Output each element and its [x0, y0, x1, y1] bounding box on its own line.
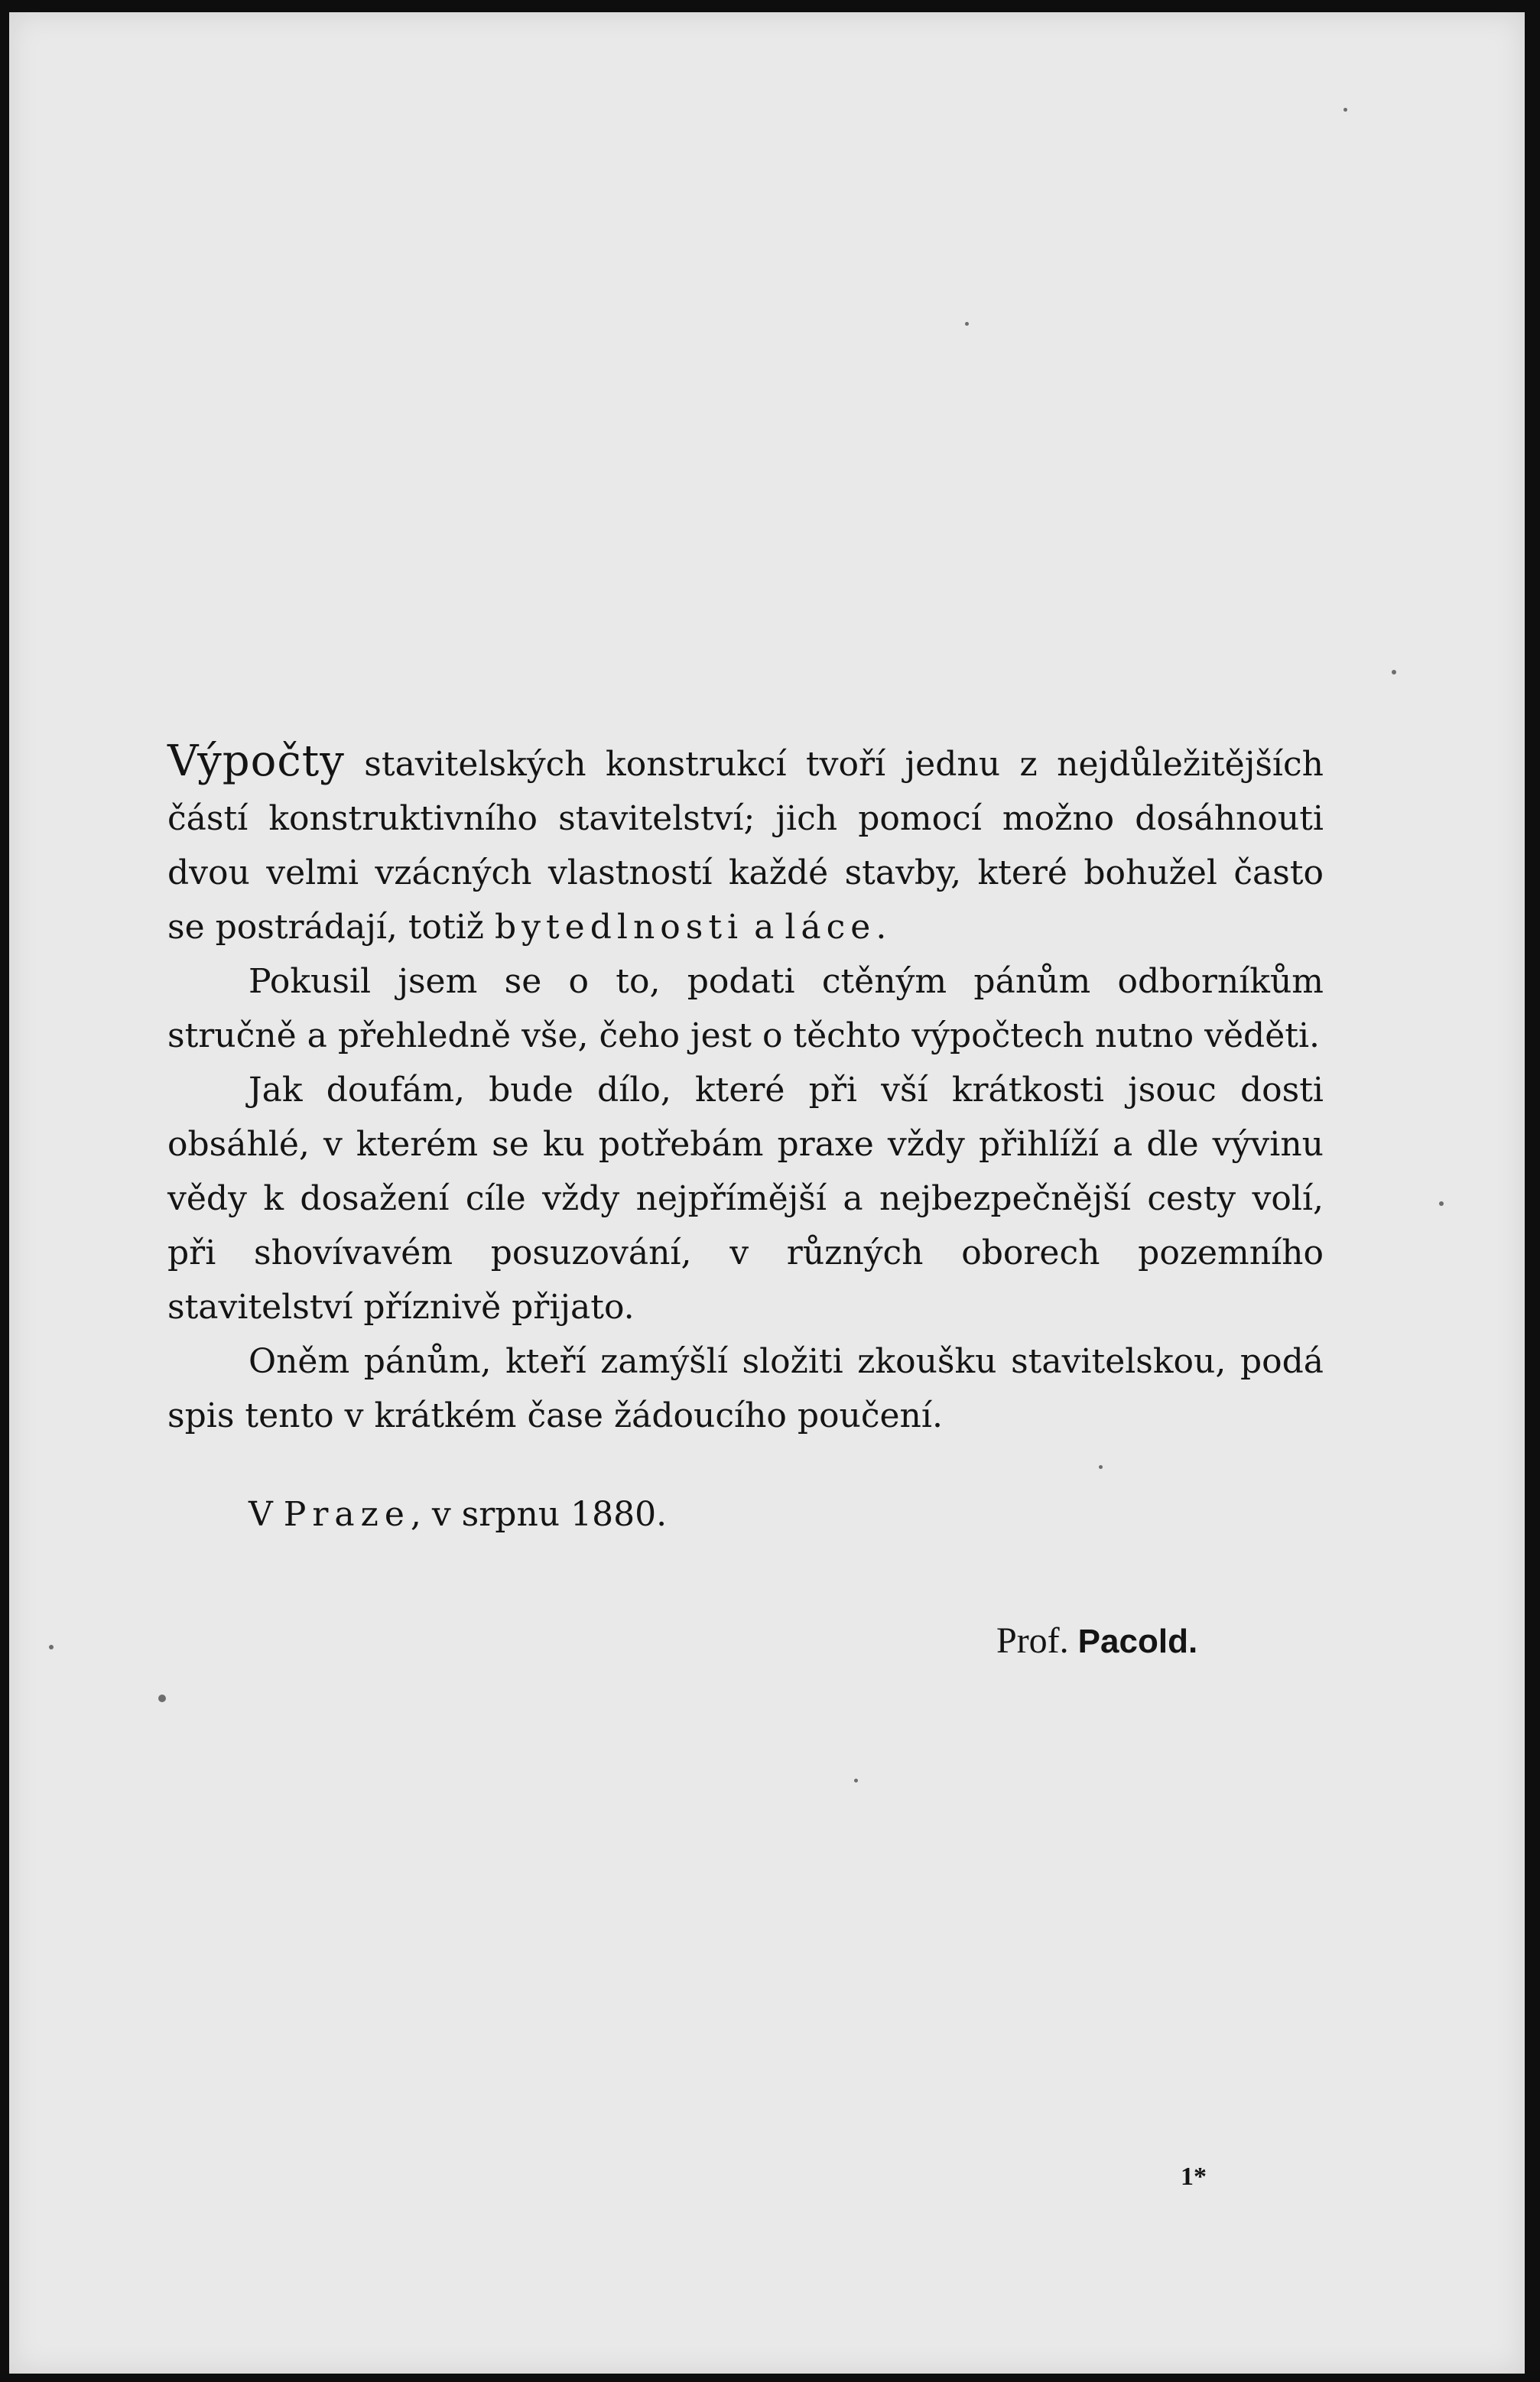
scan-speck: [1439, 1201, 1444, 1206]
date-place: Praze: [283, 1495, 411, 1534]
scan-speck: [1099, 1465, 1103, 1469]
preface-text: [167, 734, 1324, 1443]
page-number: 1*: [1181, 2163, 1207, 2191]
preface-paragraph-2: Pokusil jsem se o to, podati ctěným pánům odborníkům stručně a přehledně vše, čeho jest o těchto výpočtech nutno věděti.: [167, 962, 1324, 1055]
preface-paragraph-1: [167, 734, 1324, 954]
preface-paragraph-4: Oněm pánům, kteří zamýšlí složiti zkoušku stavitelskou, podá spis tento v krátkém čase žádoucího poučení.: [167, 1342, 1324, 1435]
signature-title: Prof.: [996, 1620, 1069, 1661]
paragraph-text: .: [876, 908, 887, 947]
paragraph-text: a: [743, 908, 785, 947]
date-prefix: V: [249, 1495, 284, 1534]
paragraph-text: stavitelských konstrukcí tvoří jednu z nejdůležitějších částí konstruktivního stavitelství; jich pomocí možno dosáhnouti dvou velmi vzácných vlastností každé stavby, které bohužel často se postrádají, totiž: [167, 745, 1324, 947]
scan-speck: [965, 322, 969, 326]
emphasized-word: láce: [785, 908, 876, 947]
first-word: Výpočty: [167, 736, 345, 786]
scan-speck: [1343, 108, 1347, 112]
scan-speck: [854, 1779, 858, 1782]
scan-speck: [158, 1695, 166, 1702]
signature: [996, 1620, 1197, 1662]
preface-paragraph-3: Jak doufám, bude dílo, které při vší krátkosti jsouc dosti obsáhlé, v kterém se ku potřebám praxe vždy přihlíží a dle vývinu vědy k dosažení cíle vždy nejpřímější a nejbezpečnější cesty volí, při shovívavém posuzování, v různých oborech pozemního stavitelství příznivě přijato.: [167, 1071, 1324, 1327]
signature-name: Pacold.: [1077, 1623, 1198, 1660]
scan-speck: [49, 1645, 54, 1649]
scan-speck: [1392, 670, 1396, 674]
date-rest: , v srpnu 1880.: [410, 1495, 668, 1534]
date-line: [249, 1495, 667, 1534]
emphasized-word: bytedlnosti: [494, 908, 744, 947]
